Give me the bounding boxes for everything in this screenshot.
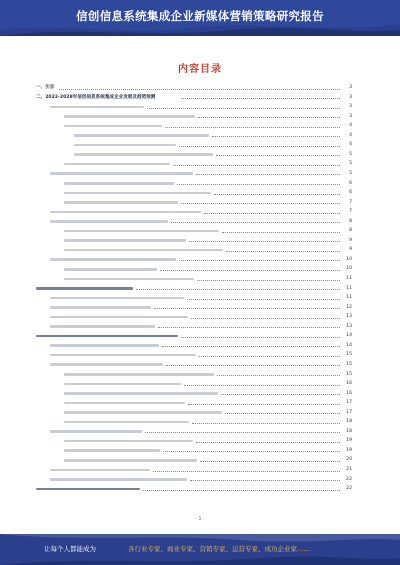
toc-leader-dots xyxy=(166,365,340,366)
toc-entry[interactable] xyxy=(36,246,352,253)
toc-entry-label: 二、2023-2028年信创信息系统集成企业发展及趋势预测 xyxy=(36,94,156,100)
toc-entry-unreadable-text xyxy=(50,325,155,328)
toc-entry-unreadable-text xyxy=(50,478,187,481)
toc-entry-unreadable-text xyxy=(50,172,193,175)
toc-page-number: 7 xyxy=(349,209,352,215)
toc-leader-dots xyxy=(212,136,340,137)
toc-leader-dots xyxy=(200,461,340,462)
toc-entry[interactable] xyxy=(36,103,352,110)
toc-page-number: 10 xyxy=(346,266,352,272)
toc-leader-dots xyxy=(199,356,340,357)
toc-entry[interactable] xyxy=(36,323,352,330)
toc-leader-dots xyxy=(143,490,340,491)
toc-page-number: 8 xyxy=(349,218,352,224)
toc-leader-dots xyxy=(160,270,340,271)
toc-leader-dots xyxy=(221,394,340,395)
toc-entry-unreadable-text xyxy=(64,459,197,462)
toc-leader-dots xyxy=(187,299,340,300)
toc-entry[interactable] xyxy=(36,380,352,387)
toc-leader-dots xyxy=(136,289,340,290)
toc-entry[interactable] xyxy=(36,160,352,167)
toc-entry[interactable] xyxy=(36,466,352,473)
toc-entry[interactable] xyxy=(36,313,352,320)
toc-entry[interactable] xyxy=(36,456,352,463)
toc-entry[interactable] xyxy=(36,351,352,358)
toc-leader-dots xyxy=(197,280,340,281)
toc-entry[interactable] xyxy=(36,294,352,301)
toc-leader-dots xyxy=(192,423,340,424)
toc-leader-dots xyxy=(217,375,340,376)
toc-entry[interactable] xyxy=(36,170,352,177)
footer-slogan: 让每个人都能成为 xyxy=(44,545,96,553)
toc-page-number: 11 xyxy=(346,276,352,281)
toc-entry[interactable] xyxy=(36,237,352,244)
toc-entry-unreadable-text xyxy=(50,344,159,347)
toc-leader-dots xyxy=(163,451,340,452)
toc-leader-dots xyxy=(198,117,340,118)
toc-leader-dots xyxy=(196,174,340,175)
toc-leader-dots xyxy=(216,155,340,156)
toc-title: 内容目录 xyxy=(178,64,222,75)
toc-entry-unreadable-text xyxy=(50,258,176,261)
toc-entry-unreadable-text xyxy=(50,220,168,223)
toc-leader-dots xyxy=(190,480,340,481)
toc-entry[interactable] xyxy=(36,122,352,129)
toc-leader-dots xyxy=(184,385,340,386)
toc-page-number: 18 xyxy=(346,428,352,434)
toc-entry[interactable] xyxy=(36,476,352,483)
toc-entry-label: 一、引言 xyxy=(36,85,55,90)
toc-page-number: 15 xyxy=(346,371,352,377)
toc-page-number: 11 xyxy=(346,295,352,301)
toc-entry-unreadable-text xyxy=(64,268,157,271)
toc-page-number: 8 xyxy=(349,228,352,234)
toc-entry-unreadable-text xyxy=(64,125,162,128)
footer-band xyxy=(0,534,400,565)
toc-page-number: 12 xyxy=(346,304,352,310)
toc-leader-dots xyxy=(171,222,340,223)
toc-entry[interactable] xyxy=(36,265,352,272)
toc-page-number: 13 xyxy=(346,314,352,320)
toc-page-number: 7 xyxy=(349,199,352,205)
toc-entry-unreadable-text xyxy=(64,201,178,204)
toc-page-number: 10 xyxy=(346,256,352,262)
toc-page-number: 14 xyxy=(346,342,352,348)
toc-entry-unreadable-text xyxy=(64,239,186,242)
toc-entry[interactable] xyxy=(36,485,352,492)
toc-page-number: 4 xyxy=(349,142,352,148)
toc-entry[interactable] xyxy=(36,141,352,148)
toc-entry-unreadable-text xyxy=(50,430,142,433)
toc-entry[interactable] xyxy=(36,208,352,215)
toc-page-number: 5 xyxy=(349,170,352,176)
toc-page-number: 22 xyxy=(346,486,352,492)
toc-leader-dots xyxy=(181,203,340,204)
toc-page-number: 14 xyxy=(346,333,352,339)
toc-leader-dots xyxy=(181,98,340,99)
toc-entry[interactable] xyxy=(36,227,352,234)
toc-page-number: 15 xyxy=(346,352,352,358)
toc-entry[interactable] xyxy=(36,151,352,158)
toc-entry[interactable] xyxy=(36,342,352,349)
toc-entry[interactable] xyxy=(36,285,352,292)
toc-entry-unreadable-text xyxy=(74,153,213,156)
toc-entry[interactable] xyxy=(36,113,352,120)
toc-entry[interactable] xyxy=(36,84,352,91)
toc-leader-dots xyxy=(145,432,340,433)
toc-entry-unreadable-text xyxy=(50,106,144,109)
toc-entry-unreadable-text xyxy=(50,297,184,300)
toc-entry[interactable] xyxy=(36,275,352,282)
toc-leader-dots xyxy=(191,318,340,319)
toc-entry-unreadable-text xyxy=(64,163,170,166)
toc-entry[interactable] xyxy=(36,399,352,406)
toc-entry[interactable] xyxy=(36,180,352,187)
toc-page-number: 11 xyxy=(346,285,352,291)
toc-entry[interactable] xyxy=(36,189,352,196)
toc-entry-unreadable-text xyxy=(64,278,194,281)
toc-page-number: 4 xyxy=(349,123,352,129)
toc-leader-dots xyxy=(204,213,340,214)
toc-page-number: 3 xyxy=(349,104,352,110)
toc-page-number: 15 xyxy=(346,361,352,367)
toc-leader-dots xyxy=(222,232,340,233)
toc-leader-dots xyxy=(179,260,340,261)
toc-page-number: 21 xyxy=(346,467,352,472)
toc-entry[interactable] xyxy=(36,428,352,435)
toc-leader-dots xyxy=(154,308,340,309)
toc-entry-unreadable-text xyxy=(36,287,133,290)
toc-entry-unreadable-text xyxy=(36,335,178,338)
toc-entry-unreadable-text xyxy=(64,392,218,395)
footer-roles: 各行业专家、商业专家、营销专家、运营专家、成功企业家…… xyxy=(128,545,310,553)
toc-leader-dots xyxy=(179,146,340,147)
toc-page-number: 3 xyxy=(349,94,352,100)
toc-entry-unreadable-text xyxy=(64,402,185,405)
toc-entry-unreadable-text xyxy=(64,192,211,195)
toc-leader-dots xyxy=(226,251,340,252)
toc-entry-unreadable-text xyxy=(36,488,140,491)
toc-page-number: 5 xyxy=(349,151,352,157)
toc-leader-dots xyxy=(196,442,340,443)
toc-page-number: 19 xyxy=(346,447,352,453)
report-header-title: 信创信息系统集成企业新媒体营销策略研究报告 xyxy=(76,9,324,23)
toc-entry-unreadable-text xyxy=(64,421,189,424)
toc-leader-dots xyxy=(225,413,340,414)
toc-leader-dots xyxy=(188,404,340,405)
toc-page-number: 22 xyxy=(346,476,352,482)
toc-entry[interactable] xyxy=(36,447,352,454)
toc-leader-dots xyxy=(59,89,340,90)
toc-entry-unreadable-text xyxy=(50,363,163,366)
toc-leader-dots xyxy=(162,346,340,347)
toc-entry[interactable] xyxy=(36,361,352,368)
toc-entry-unreadable-text xyxy=(64,383,181,386)
toc-leader-dots xyxy=(189,241,340,242)
toc-entry[interactable] xyxy=(36,199,352,206)
toc-leader-dots xyxy=(181,337,340,338)
page-marker: · 1 · xyxy=(195,516,205,522)
toc-entry-unreadable-text xyxy=(64,182,174,185)
toc-entry[interactable] xyxy=(36,218,352,225)
toc-page-number: 18 xyxy=(346,419,352,425)
toc-entry-unreadable-text xyxy=(64,411,222,414)
toc-entry-unreadable-text xyxy=(50,469,150,472)
toc-page-number: 9 xyxy=(349,237,352,243)
toc-page-number: 16 xyxy=(346,381,352,387)
toc-entry[interactable] xyxy=(36,409,352,416)
toc-leader-dots xyxy=(158,327,340,328)
toc-page-number: 5 xyxy=(349,161,352,167)
toc-entry[interactable] xyxy=(36,256,352,263)
toc-page-number: 16 xyxy=(346,390,352,396)
toc-page-number: 20 xyxy=(346,457,352,463)
header-band xyxy=(0,0,400,36)
toc-entry-unreadable-text xyxy=(50,316,188,319)
toc-page-number: 3 xyxy=(349,85,352,90)
toc-leader-dots xyxy=(214,194,340,195)
toc-page-number: 6 xyxy=(349,180,352,186)
toc-leader-dots xyxy=(147,108,340,109)
toc-page-number: 9 xyxy=(349,247,352,253)
toc-entry-unreadable-text xyxy=(50,354,196,357)
toc-entry[interactable] xyxy=(36,437,352,444)
toc-entry-unreadable-text xyxy=(64,249,223,252)
toc-entry[interactable] xyxy=(36,371,352,378)
toc-entry-unreadable-text xyxy=(64,373,214,376)
toc-page-number: 17 xyxy=(346,400,352,406)
toc-entry-unreadable-text xyxy=(74,134,209,137)
toc-entry[interactable] xyxy=(36,332,352,339)
toc-entry[interactable] xyxy=(36,304,352,311)
toc-page-number: 4 xyxy=(349,132,352,138)
toc-entry-unreadable-text xyxy=(74,144,176,147)
toc-entry[interactable] xyxy=(36,132,352,139)
toc-entry-unreadable-text xyxy=(50,306,151,309)
toc-page-number: 19 xyxy=(346,438,352,444)
toc-leader-dots xyxy=(173,165,340,166)
toc-page-number: 13 xyxy=(346,323,352,329)
toc-entry[interactable] xyxy=(36,390,352,397)
toc-entry[interactable] xyxy=(36,418,352,425)
toc-leader-dots xyxy=(165,127,340,128)
toc-page-number: 3 xyxy=(349,113,352,119)
toc-entry-unreadable-text xyxy=(64,449,160,452)
toc-leader-dots xyxy=(177,184,340,185)
toc-entry-unreadable-text xyxy=(64,440,193,443)
toc-entry-unreadable-text xyxy=(64,115,195,118)
toc-leader-dots xyxy=(153,471,340,472)
table-of-contents xyxy=(36,84,352,502)
toc-entry-unreadable-text xyxy=(50,211,201,214)
toc-entry[interactable] xyxy=(36,94,352,101)
toc-page-number: 17 xyxy=(346,409,352,415)
toc-page-number: 6 xyxy=(349,190,352,196)
toc-entry-unreadable-text xyxy=(64,230,219,233)
